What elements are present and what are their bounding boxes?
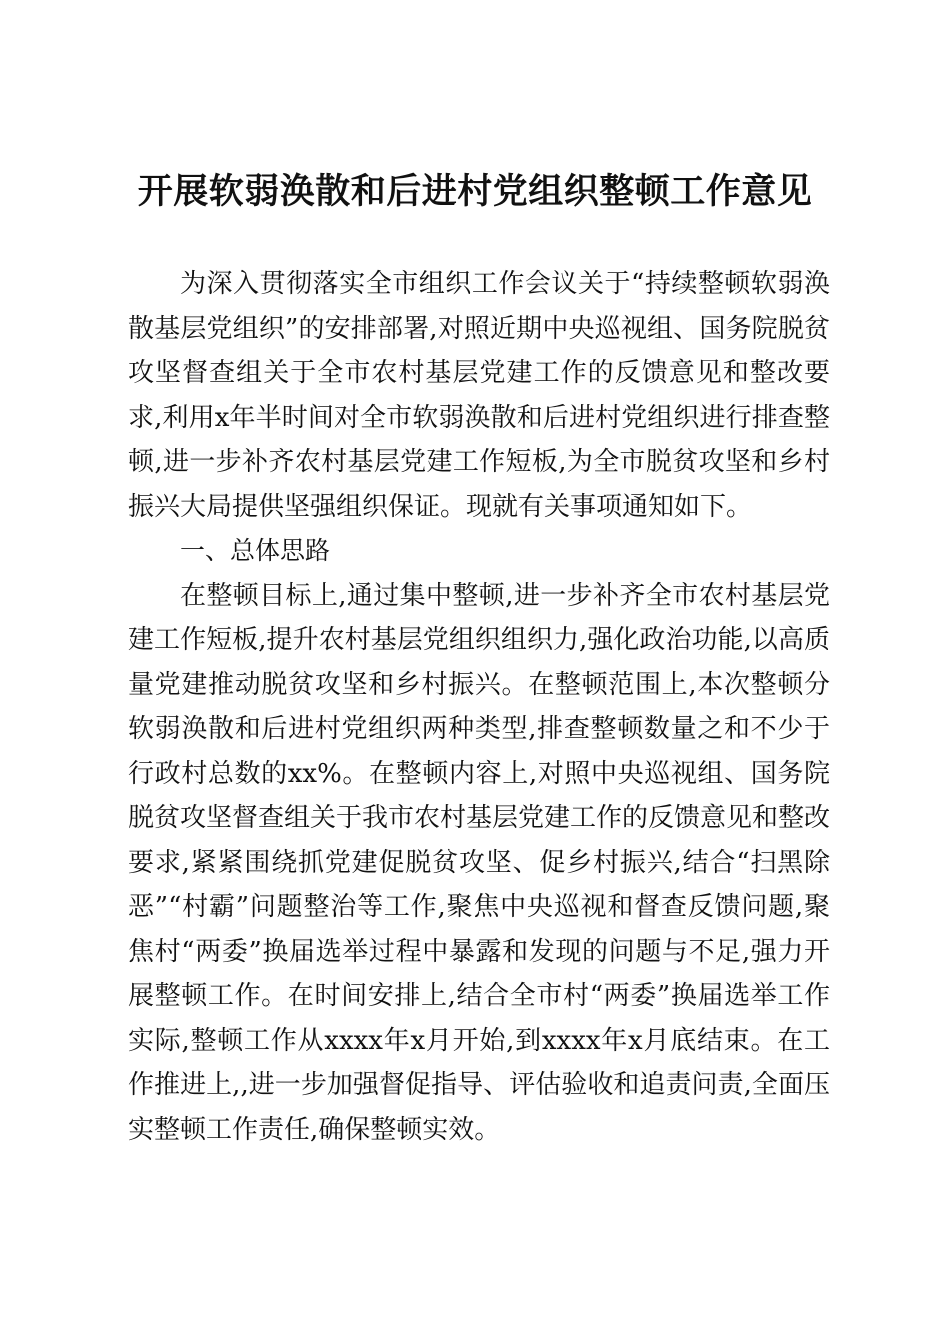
document-title: 开展软弱涣散和后进村党组织整顿工作意见	[137, 171, 813, 212]
intro-paragraph: 为深入贯彻落实全市组织工作会议关于“持续整顿软弱涣散基层党组织”的安排部署,对照近期中央巡视组、国务院脱贫攻坚督查组关于全市农村基层党建工作的反馈意见和整改要求,利用x年半时间对全市软弱涣散和后进村党组织进行排查整顿,进一步补齐农村基层党建工作短板,为全市脱贫攻坚和乡村振兴大局提供坚强组织保证。现就有关事项通知如下。	[128, 269, 830, 522]
section-paragraph: 在整顿目标上,通过集中整顿,进一步补齐全市农村基层党建工作短板,提升农村基层党组织组织力,强化政治功能,以高质量党建推动脱贫攻坚和乡村振兴。在整顿范围上,本次整顿分软弱涣散和后进村党组织两种类型,排查整顿数量之和不少于行政村总数的xx%。在整顿内容上,对照中央巡视组、国务院脱贫攻坚督查组关于我市农村基层党建工作的反馈意见和整改要求,紧紧围绕抓党建促脱贫攻坚、促乡村振兴,结合“扫黑除恶”“村霸”问题整治等工作,聚焦中央巡视和督查反馈问题,聚焦村“两委”换届选举过程中暴露和发现的问题与不足,强力开展整顿工作。在时间安排上,结合全市村“两委”换届选举工作实际,整顿工作从xxxx年x月开始,到xxxx年x月底结束。在工作推进上,,进一步加强督促指导、评估验收和追责问责,全面压实整顿工作责任,确保整顿实效。	[128, 580, 831, 1145]
document-body	[128, 262, 830, 1152]
section-heading: 一、总体思路	[180, 536, 331, 565]
